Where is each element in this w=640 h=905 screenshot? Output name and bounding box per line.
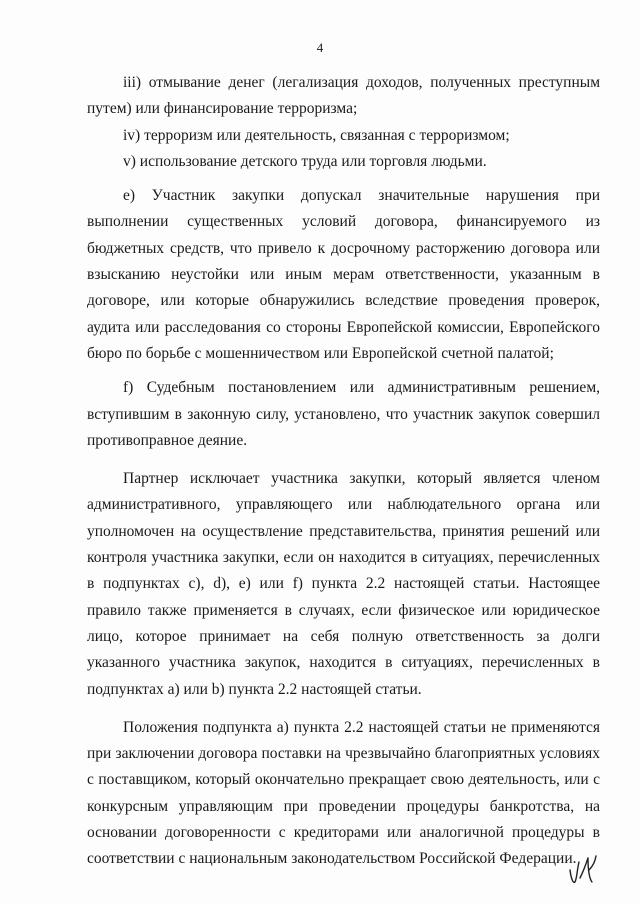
paragraph-item-f: f) Судебным постановлением или административным решением, вступившим в законную силу, установлено, что участник закупок совершил противоправное деяние. — [87, 379, 600, 449]
paragraph-subitem-iii: iii) отмывание денег (легализация доходов, полученных преступным путем) или финансирование терроризма; — [87, 74, 600, 118]
handwritten-initials-signature — [566, 848, 602, 888]
paragraph-partner-exclusion: Партнер исключает участника закупки, который является членом административного, управляющего или наблюдательного органа или уполномочен на осуществление представительства, принятия решений или контроля участника закупки, если он находится в ситуациях, перечисленных в подпунктах c), d), e) или f) пункта 2.2 настоящей статьи. Настоящее правило также применяется в случаях, если физическое или юридическое лицо, которое принимает на себя полную ответственность за долги указанного участника закупок, находится в ситуациях, перечисленных в подпунктах a) или b) пункта 2.2 настоящей статьи. — [87, 470, 600, 698]
paragraph-subitem-iv: iv) терроризм или деятельность, связанная с терроризмом; — [123, 126, 510, 144]
document-body — [87, 70, 600, 873]
paragraph-item-e: e) Участник закупки допускал значительные нарушения при выполнении существенных условий договора, финансируемого из бюджетных средств, что привело к досрочному расторжению договора или взысканию неустойки или иным мерам ответственности, указанным в договоре, или которые обнаружились вследствие проведения проверок, аудита или расследования со стороны Европейской комиссии, Европейского бюро по борьбе с мошенничеством или Европейской счетной палатой; — [87, 187, 600, 362]
paragraph-subitem-v: v) использование детского труда или торговля людьми. — [123, 152, 487, 170]
paragraph-exception-provisions: Положения подпункта a) пункта 2.2 настоящей статьи не применяются при заключении договора поставки на чрезвычайно благоприятных условиях с поставщиком, который окончательно прекращает свою деятельность, или с конкурсным управляющим при проведении процедуры банкротства, на основании договоренности с кредиторами или аналогичной процедуры в соответствии с национальным законодательством Российской Федерации. — [87, 718, 600, 868]
page-number: 4 — [316, 40, 324, 55]
